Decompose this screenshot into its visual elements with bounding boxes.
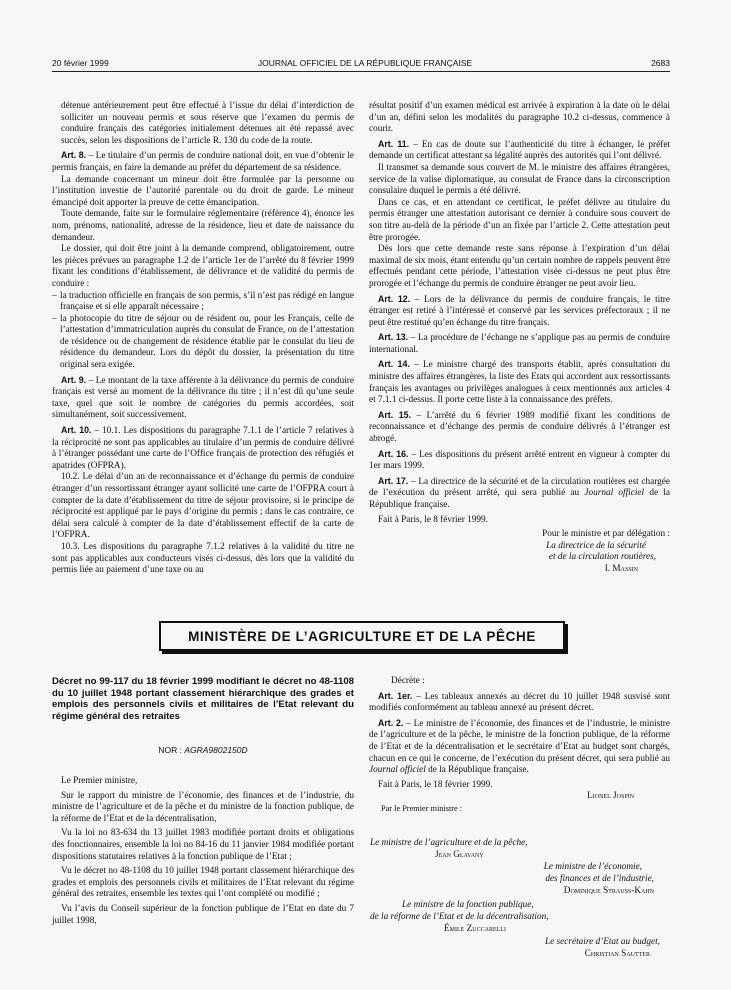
article-text: – Le titulaire d’un permis de conduire national doit, en vue d’obtenir le permis français, en faire la demande au préfet du département de sa résidence. [52, 151, 354, 173]
paragraph: résultat positif d’un examen médical est arrivée à expiration à la date où le délai d’un an, défini selon les modalités du paragraphe 10.2 ci-dessus, commence à courir. [369, 101, 670, 135]
article-13 [369, 332, 670, 356]
decree-body [369, 676, 670, 815]
journal-title: JOURNAL OFFICIEL DE LA RÉPUBLIQUE FRANÇAISE [257, 58, 473, 68]
article-text: de la République française. [425, 765, 529, 776]
signatory-title: Le ministre de l’agriculture et de la pêche, [370, 838, 528, 848]
decrete: Décrète : [391, 676, 425, 686]
nor-code: AGRA9802150D [184, 745, 248, 755]
paragraph: Le Premier ministre, [61, 776, 138, 786]
signing-place-date: Fait à Paris, le 18 février 1999. [378, 779, 493, 790]
signatory-title: et de la circulation routières, [548, 552, 656, 563]
article-label: Art. 12. [378, 293, 411, 304]
nor-label: NOR : [158, 745, 185, 755]
article-label: Art. 13. [378, 332, 409, 343]
paragraph: Toute demande, faite sur le formulaire réglementaire (référence 4), énonce les nom, prénoms, nationalité, adresse de la résidence, lieu et date de naissance du demandeur. [52, 209, 354, 243]
paragraph: Il transmet sa demande sous couvert de M. le ministre des affaires étrangères, service de la valise diplomatique, au consulat de France dans la circonscription consulaire duquel le permis a été délivré. [369, 162, 670, 197]
article-label: Art. 14. [378, 359, 410, 370]
article-12 [369, 294, 670, 330]
page-number: 2683 [651, 58, 670, 68]
article-text: – La directrice de la sécurité et de la circulation routières est chargée de l’exécution du présent arrêté, qui sera publié au [369, 476, 671, 499]
signing-place-date: Fait à Paris, le 8 février 1999. [378, 514, 488, 525]
article-text: – Le montant de la taxe afférente à la délivrance du permis de conduire français est versé au moment de la délivrance du titre ; il n’est dû qu’une seule taxe, quel que soit le nombre de catégories du permis accordées, soit simultanément, soit successivement. [52, 375, 354, 421]
header-date: 20 février 1999 [52, 58, 109, 68]
signatory-title: des finances et de l’industrie, [545, 874, 654, 884]
article-label: Art. 15. [378, 409, 412, 420]
article-15 [369, 410, 670, 446]
decree-article-2 [369, 718, 670, 777]
article-text: – La procédure de l’échange ne s’applique pas au permis de conduire international. [369, 333, 670, 355]
paragraph: Vu le décret no 48-1108 du 10 juillet 1948 portant classement hiérarchique des grades et emplois des personnels civils et militaires de l’Etat relevant du régime général des retraites, ensemble les textes qui l’ont complété ou modifié ; [52, 866, 354, 900]
signature-intro: Pour le ministre et par délégation : [542, 529, 670, 540]
par-premier-ministre: Par le Premier ministre : [381, 803, 463, 813]
signatory-title: Le ministre de la fonction publique, [402, 900, 534, 910]
left-column [52, 101, 354, 577]
paragraph: Vu la loi no 83-634 du 13 juillet 1983 modifiée portant droits et obligations des fonctionnaires, ensemble la loi no 84-16 du 11 janvier 1984 modifiée portant dispositions statutaires relatives à la fonction publique de l’Etat ; [52, 828, 354, 862]
paragraph: Vu l’avis du Conseil supérieur de la fonction publique de l’Etat en date du 7 juillet 1998, [52, 903, 354, 926]
header-rule [52, 71, 670, 72]
decree-preamble [52, 776, 354, 927]
signatory-title: Le secrétaire d’Etat au budget, [544, 937, 660, 947]
article-8 [52, 150, 354, 174]
article-label: Art. 2. [378, 717, 404, 728]
article-text: – En cas de doute sur l’authenticité du titre à échanger, le préfet demande un certificat attestant sa légalité auprès des autorités qui l’ont délivré. [369, 139, 670, 162]
journal-officiel-ref: Journal officiel [369, 765, 426, 776]
decree-article-1 [369, 691, 670, 715]
signatory-name: Émile Zuccarelli [444, 924, 506, 934]
article-label: Art. 11. [378, 138, 410, 149]
paragraph: Sur le rapport du ministre de l’économie, des finances et de l’industrie, du ministre de l’agriculture et de la pêche et du ministre de la fonction publique, de la réforme de l’Etat et de la décentralisation, [52, 790, 354, 824]
article-text: – Lors de la délivrance du permis de conduire français, le titre étranger est retiré à l’intéressé et conservé par les services préfectoraux ; il ne peut être restitué qu’en échange du titre français. [369, 294, 670, 328]
nor-reference [52, 745, 354, 755]
paragraph: 10.3. Les dispositions du paragraphe 7.1.2 relatives à la validité du titre ne sont pas applicables aux conducteurs visés ci-dessus, dès lors que la validité du permis liée au paiement d’une taxe ou au [52, 541, 354, 576]
signatory-name: Lionel Jospin [587, 791, 634, 802]
decree-title: Décret no 99-117 du 18 février 1999 modifiant le décret no 48-1108 du 10 juillet 1948 portant classement hiérarchique des grades et emplois des personnels civils et militaires de l’Etat relevant du régime général des retraites [52, 676, 354, 722]
signatory-title: Le ministre de l’économie, [543, 862, 642, 872]
signatory-title: de la réforme de l’Etat et de la décentralisation, [370, 912, 549, 922]
article-label: Art. 9. [61, 374, 87, 385]
paragraph: La demande concernant un mineur doit être formulée par la personne ou l’institution investie de l’autorité parentale ou du droit de garde. Le mineur émancipé doit apporter la preuve de cette émancipation. [52, 174, 354, 208]
article-label: Art. 1er. [378, 690, 413, 701]
paragraph: 10.2. Le délai d’un an de reconnaissance et d’échange du permis de conduire étranger d’un ressortissant étranger ayant sollicité une carte de l’OFPRA court à compter de la date d’établissement du titre de séjour provisoire, si le principe de réciprocité est appliqué par le pays d’origine du permis ; dans le cas contraire, ce délai sera calculé à compter de la date d’établissement effectif de la carte de l’OFPRA. [52, 472, 354, 541]
signatory-name: Christian Sautter [584, 949, 650, 959]
article-16 [369, 449, 670, 473]
ministry-banner: MINISTÈRE DE L’AGRICULTURE ET DE LA PÊCHE [159, 621, 565, 651]
article-9 [52, 375, 354, 422]
article-text: – Le ministre de l’économie, des finances et de l’industrie, le ministre de l’agriculture et de la pêche, le ministre de la fonction publique, de la réforme de l’Etat et de la décentralisation et le secrétaire d’Etat au budget sont chargés, chacun en ce qui le concerne, de l’exécution du présent décret, qui sera publié au [369, 718, 670, 764]
article-label: Art. 17. [378, 475, 409, 486]
signatory-name: Dominique Strauss-Kahn [563, 886, 654, 896]
article-text: – Le ministre chargé des transports établit, après consultation du ministre des affaires étrangères, la liste des Etats qui accordent aux ressortissants français les avantages ou privilèges analogues à ceux mentionnés aux articles 4 et 7.1.1 ci-dessus. Il porte cette liste à la connaissance des préfets. [369, 360, 670, 406]
right-column [369, 101, 670, 576]
article-label: Art. 10. [61, 425, 92, 436]
article-label: Art. 16. [378, 448, 409, 459]
signatory-name: Jean Glavany [435, 850, 484, 860]
article-text: de la République française. [369, 488, 670, 510]
list-item: – la photocopie du titre de séjour ou de résident ou, pour les Français, celle de l’attestation d’immatriculation auprès du consulat de France, ou de l’attestation de résidence ou de changement de résidence établie par le consulat du lieu de résidence du demandeur. Lors du dépôt du dossier, la présentation du titre original sera exigée. [52, 314, 354, 372]
journal-officiel-ref: Journal officiel [584, 488, 645, 499]
article-14 [369, 359, 670, 406]
article-label: Art. 8. [61, 150, 87, 161]
paragraph: détenue antérieurement peut être effectué à l’issue du délai d’interdiction de solliciter un nouveau permis et sous réserve que l’examen du permis de conduire français des catégories initialement détenues ait été repassé avec succès, selon les dispositions de l’article R. 130 du code de la route. [61, 101, 354, 146]
signatory-title: La directrice de la sécurité [546, 540, 646, 551]
paragraph: Dès lors que cette demande reste sans réponse à l’expiration d’un délai maximal de six mois, étant entendu qu’un certain nombre de rappels peuvent être effectués pendant cette période, l’attestation visée ci-dessus ne peut plus être prorogée et l’échange du permis de conduire étranger ne peut avoir lieu. [369, 244, 670, 289]
paragraph: Dans ce cas, et en attendant ce certificat, le préfet délivre au titulaire du permis étranger une attestation autorisant ce dernier à conduire sous couvert de son titre au-delà de la période d’un an fixée par l’article 2. Cette attestation peut être prorogée. [369, 197, 670, 243]
list-item: – la traduction officielle en français de son permis, s’il n’est pas rédigé en langue française et si elle apparaît nécessaire ; [52, 291, 354, 314]
article-11 [369, 139, 670, 163]
article-text: – Les tableaux annexés au décret du 10 juillet 1948 susvisé sont modifiés conformément au tableau annexé au présent décret. [369, 691, 670, 714]
article-17 [369, 476, 670, 512]
article-text: – 10.1. Les dispositions du paragraphe 7.1.1 de l’article 7 relatives à la réciprocité ne sont pas applicables au titulaire d’un permis de conduire délivré à l’étranger possédant une carte de l’Office français de protection des réfugiés et apatrides (OFPRA). [52, 426, 354, 471]
article-text: – L’arrêté du 6 février 1989 modifié fixant les conditions de reconnaissance et d’échange des permis de conduire délivrés à l’étranger est abrogé. [369, 410, 670, 445]
signatory-name: I. Massin [604, 563, 638, 574]
paragraph: Le dossier, qui doit être joint à la demande comprend, obligatoirement, outre les pièces prévues au paragraphe 1.2 de l’article 1er de l’arrêté du 8 février 1999 fixant les conditions d’établissement, de délivrance et de validité du permis de conduire : [52, 244, 354, 289]
article-text: – Les dispositions du présent arrêté entrent en vigueur à compter du 1er mars 1999. [369, 449, 670, 472]
article-10 [52, 425, 354, 472]
